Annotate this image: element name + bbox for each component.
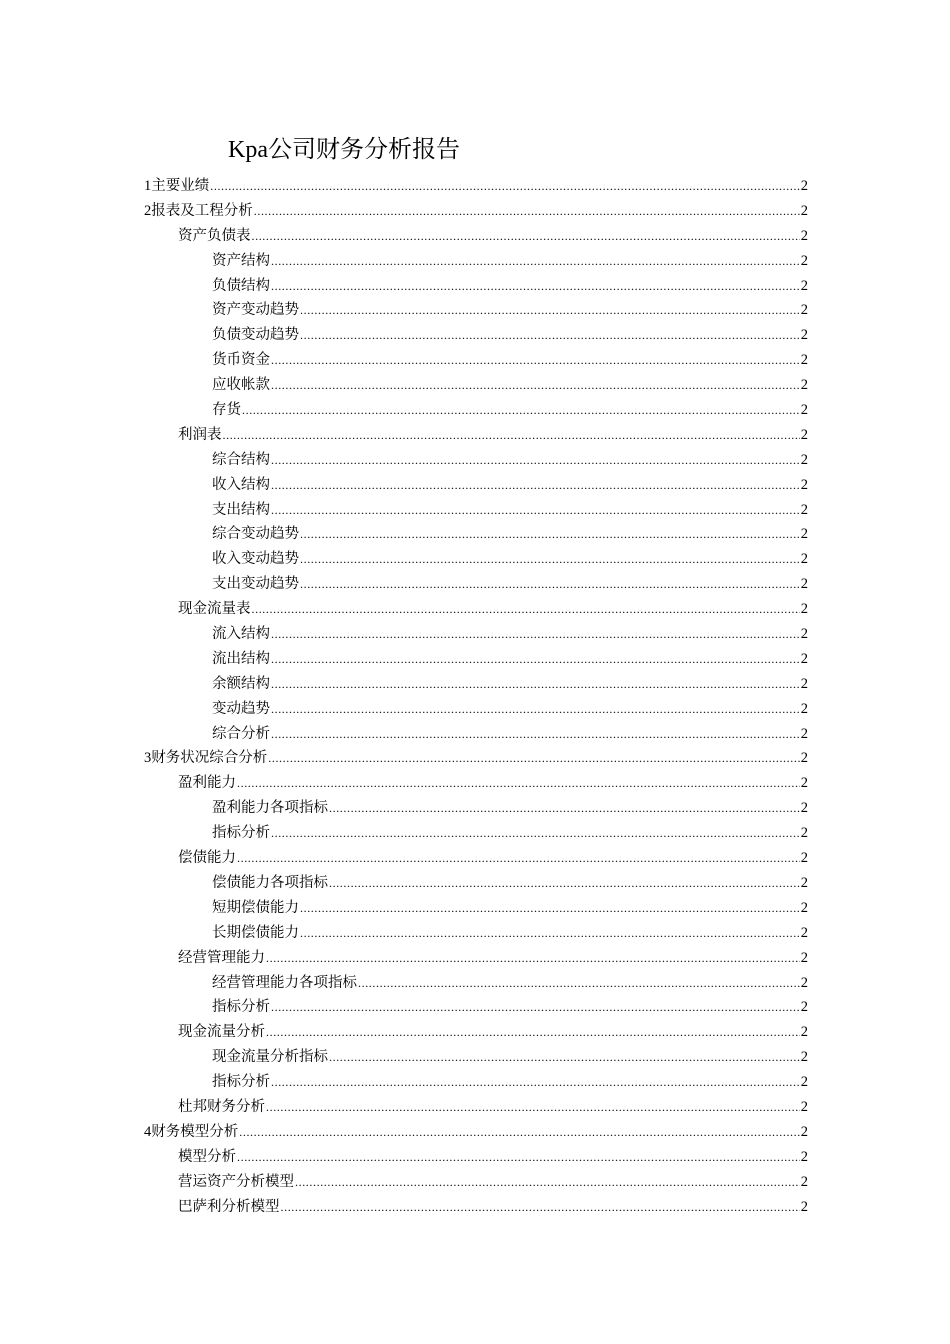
toc-entry-label: 收入变动趋势: [212, 551, 299, 568]
toc-entry[interactable]: [144, 622, 808, 647]
toc-page-number: 2: [800, 949, 808, 966]
toc-page-number: 2: [800, 551, 808, 568]
toc-page-number: 2: [800, 850, 808, 867]
toc-entry-label: 模型分析: [178, 1148, 236, 1165]
toc-page-number: 2: [800, 501, 808, 518]
toc-entry[interactable]: [144, 846, 808, 871]
toc-dot-leader: [271, 373, 800, 398]
toc-entry-label: 杜邦财务分析: [178, 1098, 265, 1115]
toc-entry-label: 偿债能力各项指标: [212, 874, 328, 891]
toc-entry[interactable]: [144, 871, 808, 896]
toc-entry-label: 1主要业绩: [144, 178, 210, 194]
toc-page-number: 2: [800, 974, 808, 991]
toc-entry-label: 盈利能力各项指标: [212, 800, 328, 817]
toc-entry[interactable]: [144, 498, 808, 523]
toc-page-number: 2: [800, 825, 808, 842]
toc-dot-leader: [300, 522, 800, 547]
toc-page-number: 2: [800, 426, 808, 443]
toc-entry[interactable]: [144, 796, 808, 821]
toc-page-number: 2: [800, 899, 808, 916]
toc-page-number: 2: [800, 1148, 808, 1165]
toc-entry-label: 综合分析: [212, 725, 270, 742]
toc-dot-leader: [271, 249, 800, 274]
toc-dot-leader: [252, 597, 800, 622]
toc-page-number: 2: [800, 252, 808, 269]
toc-dot-leader: [271, 498, 800, 523]
toc-entry[interactable]: [144, 323, 808, 348]
toc-dot-leader: [300, 921, 800, 946]
toc-entry-label: 支出变动趋势: [212, 576, 299, 593]
toc-entry[interactable]: [144, 224, 808, 249]
document-title: Kpa公司财务分析报告: [228, 137, 460, 163]
toc-dot-leader: [242, 398, 800, 423]
toc-entry-label: 资产结构: [212, 252, 270, 269]
toc-page-number: 2: [800, 327, 808, 344]
toc-entry[interactable]: [144, 995, 808, 1020]
toc-page-number: 2: [800, 202, 808, 219]
toc-page-number: 2: [800, 1173, 808, 1190]
toc-dot-leader: [271, 622, 800, 647]
toc-dot-leader: [329, 796, 800, 821]
toc-entry-label: 经营管理能力: [178, 949, 265, 966]
toc-page-number: 2: [800, 178, 808, 194]
toc-entry-label: 指标分析: [212, 1074, 270, 1091]
toc-dot-leader: [358, 971, 800, 996]
toc-page-number: 2: [800, 1098, 808, 1115]
toc-dot-leader: [237, 771, 800, 796]
toc-page-number: 2: [800, 626, 808, 643]
toc-entry[interactable]: [144, 672, 808, 697]
toc-dot-leader: [271, 995, 800, 1020]
toc-page-number: 2: [800, 750, 808, 767]
toc-entry-label: 偿债能力: [178, 850, 236, 867]
toc-entry[interactable]: [144, 274, 808, 299]
toc-page-number: 2: [800, 377, 808, 394]
toc-entry-label: 负债结构: [212, 277, 270, 294]
toc-dot-leader: [266, 1020, 800, 1045]
toc-entry-label: 现金流量表: [178, 601, 251, 618]
toc-entry-label: 巴萨利分析模型: [178, 1198, 280, 1215]
toc-entry-label: 盈利能力: [178, 775, 236, 792]
toc-entry[interactable]: [144, 896, 808, 921]
toc-page-number: 2: [800, 402, 808, 419]
toc-dot-leader: [300, 547, 800, 572]
toc-dot-leader: [271, 697, 800, 722]
toc-dot-leader: [300, 323, 800, 348]
toc-page-number: 2: [800, 302, 808, 319]
toc-entry[interactable]: [144, 547, 808, 572]
toc-page-number: 2: [800, 1198, 808, 1215]
toc-entry[interactable]: [144, 298, 808, 323]
toc-entry[interactable]: [144, 522, 808, 547]
toc-page-number: 2: [800, 352, 808, 369]
toc-entry-label: 经营管理能力各项指标: [212, 974, 357, 991]
toc-entry-label: 长期偿债能力: [212, 924, 299, 941]
toc-dot-leader: [281, 1195, 800, 1220]
toc-dot-leader: [266, 1095, 800, 1120]
toc-entry[interactable]: [144, 1020, 808, 1045]
toc-entry-label: 综合变动趋势: [212, 526, 299, 543]
toc-entry[interactable]: [144, 697, 808, 722]
toc-entry-label: 2报表及工程分析: [144, 202, 253, 219]
toc-dot-leader: [329, 871, 800, 896]
toc-entry-label: 综合结构: [212, 451, 270, 468]
toc-dot-leader: [266, 946, 800, 971]
toc-entry[interactable]: [144, 174, 808, 199]
toc-entry[interactable]: [144, 722, 808, 747]
toc-entry-label: 流入结构: [212, 626, 270, 643]
toc-dot-leader: [271, 473, 800, 498]
toc-entry[interactable]: [144, 771, 808, 796]
toc-entry-label: 资产负债表: [178, 227, 251, 244]
toc-dot-leader: [254, 199, 800, 224]
toc-page-number: 2: [800, 775, 808, 792]
toc-entry-label: 变动趋势: [212, 700, 270, 717]
toc-entry-label: 4财务模型分析: [144, 1123, 239, 1140]
toc-page-number: 2: [800, 526, 808, 543]
toc-dot-leader: [300, 298, 800, 323]
table-of-contents: [144, 174, 808, 1219]
toc-page-number: 2: [800, 800, 808, 817]
toc-entry[interactable]: [144, 946, 808, 971]
toc-entry-label: 收入结构: [212, 476, 270, 493]
toc-page-number: 2: [800, 476, 808, 493]
toc-entry-label: 存货: [212, 402, 241, 419]
toc-entry-label: 应收帐款: [212, 377, 270, 394]
toc-entry[interactable]: [144, 1045, 808, 1070]
toc-dot-leader: [300, 572, 800, 597]
toc-entry[interactable]: [144, 448, 808, 473]
toc-dot-leader: [271, 348, 800, 373]
toc-entry[interactable]: [144, 473, 808, 498]
toc-dot-leader: [295, 1170, 800, 1195]
toc-page-number: 2: [800, 1049, 808, 1066]
toc-page-number: 2: [800, 924, 808, 941]
toc-entry-label: 利润表: [178, 426, 222, 443]
toc-page-number: 2: [800, 277, 808, 294]
toc-entry-label: 短期偿债能力: [212, 899, 299, 916]
toc-page-number: 2: [800, 650, 808, 667]
toc-entry[interactable]: [144, 398, 808, 423]
toc-dot-leader: [252, 224, 800, 249]
toc-entry-label: 货币资金: [212, 352, 270, 369]
toc-entry[interactable]: [144, 1195, 808, 1220]
toc-entry[interactable]: [144, 348, 808, 373]
toc-dot-leader: [237, 1145, 800, 1170]
toc-entry[interactable]: [144, 1145, 808, 1170]
toc-entry[interactable]: [144, 597, 808, 622]
toc-dot-leader: [271, 672, 800, 697]
toc-entry[interactable]: [144, 249, 808, 274]
toc-page-number: 2: [800, 700, 808, 717]
toc-entry[interactable]: [144, 746, 808, 771]
toc-entry-label: 现金流量分析指标: [212, 1049, 328, 1066]
toc-page-number: 2: [800, 874, 808, 891]
toc-entry[interactable]: [144, 1095, 808, 1120]
toc-entry[interactable]: [144, 1070, 808, 1095]
toc-page-number: 2: [800, 227, 808, 244]
toc-entry[interactable]: [144, 199, 808, 224]
toc-entry-label: 营运资产分析模型: [178, 1173, 294, 1190]
toc-dot-leader: [268, 746, 800, 771]
toc-entry-label: 余额结构: [212, 675, 270, 692]
toc-page-number: 2: [800, 999, 808, 1016]
toc-entry-label: 现金流量分析: [178, 1024, 265, 1041]
toc-dot-leader: [237, 846, 800, 871]
toc-page-number: 2: [800, 451, 808, 468]
toc-dot-leader: [210, 174, 800, 199]
toc-entry-label: 支出结构: [212, 501, 270, 518]
toc-page-number: 2: [800, 1074, 808, 1091]
toc-page-number: 2: [800, 725, 808, 742]
toc-page-number: 2: [800, 601, 808, 618]
toc-entry-label: 流出结构: [212, 650, 270, 667]
toc-page-number: 2: [800, 576, 808, 593]
toc-entry[interactable]: [144, 1120, 808, 1145]
toc-dot-leader: [271, 274, 800, 299]
toc-entry[interactable]: [144, 921, 808, 946]
toc-dot-leader: [271, 647, 800, 672]
toc-page-number: 2: [800, 675, 808, 692]
toc-entry-label: 指标分析: [212, 999, 270, 1016]
toc-entry-label: 负债变动趋势: [212, 327, 299, 344]
toc-entry[interactable]: [144, 572, 808, 597]
toc-dot-leader: [271, 448, 800, 473]
toc-dot-leader: [271, 722, 800, 747]
toc-entry[interactable]: [144, 1170, 808, 1195]
toc-entry[interactable]: [144, 971, 808, 996]
toc-dot-leader: [271, 1070, 800, 1095]
toc-entry[interactable]: [144, 373, 808, 398]
toc-dot-leader: [300, 896, 800, 921]
toc-dot-leader: [239, 1120, 800, 1145]
toc-entry[interactable]: [144, 423, 808, 448]
toc-entry-label: 指标分析: [212, 825, 270, 842]
toc-dot-leader: [271, 821, 800, 846]
toc-dot-leader: [223, 423, 800, 448]
toc-entry[interactable]: [144, 821, 808, 846]
toc-entry[interactable]: [144, 647, 808, 672]
toc-page-number: 2: [800, 1024, 808, 1041]
toc-dot-leader: [329, 1045, 800, 1070]
toc-page-number: 2: [800, 1123, 808, 1140]
toc-entry-label: 3财务状况综合分析: [144, 750, 268, 767]
toc-entry-label: 资产变动趋势: [212, 302, 299, 319]
